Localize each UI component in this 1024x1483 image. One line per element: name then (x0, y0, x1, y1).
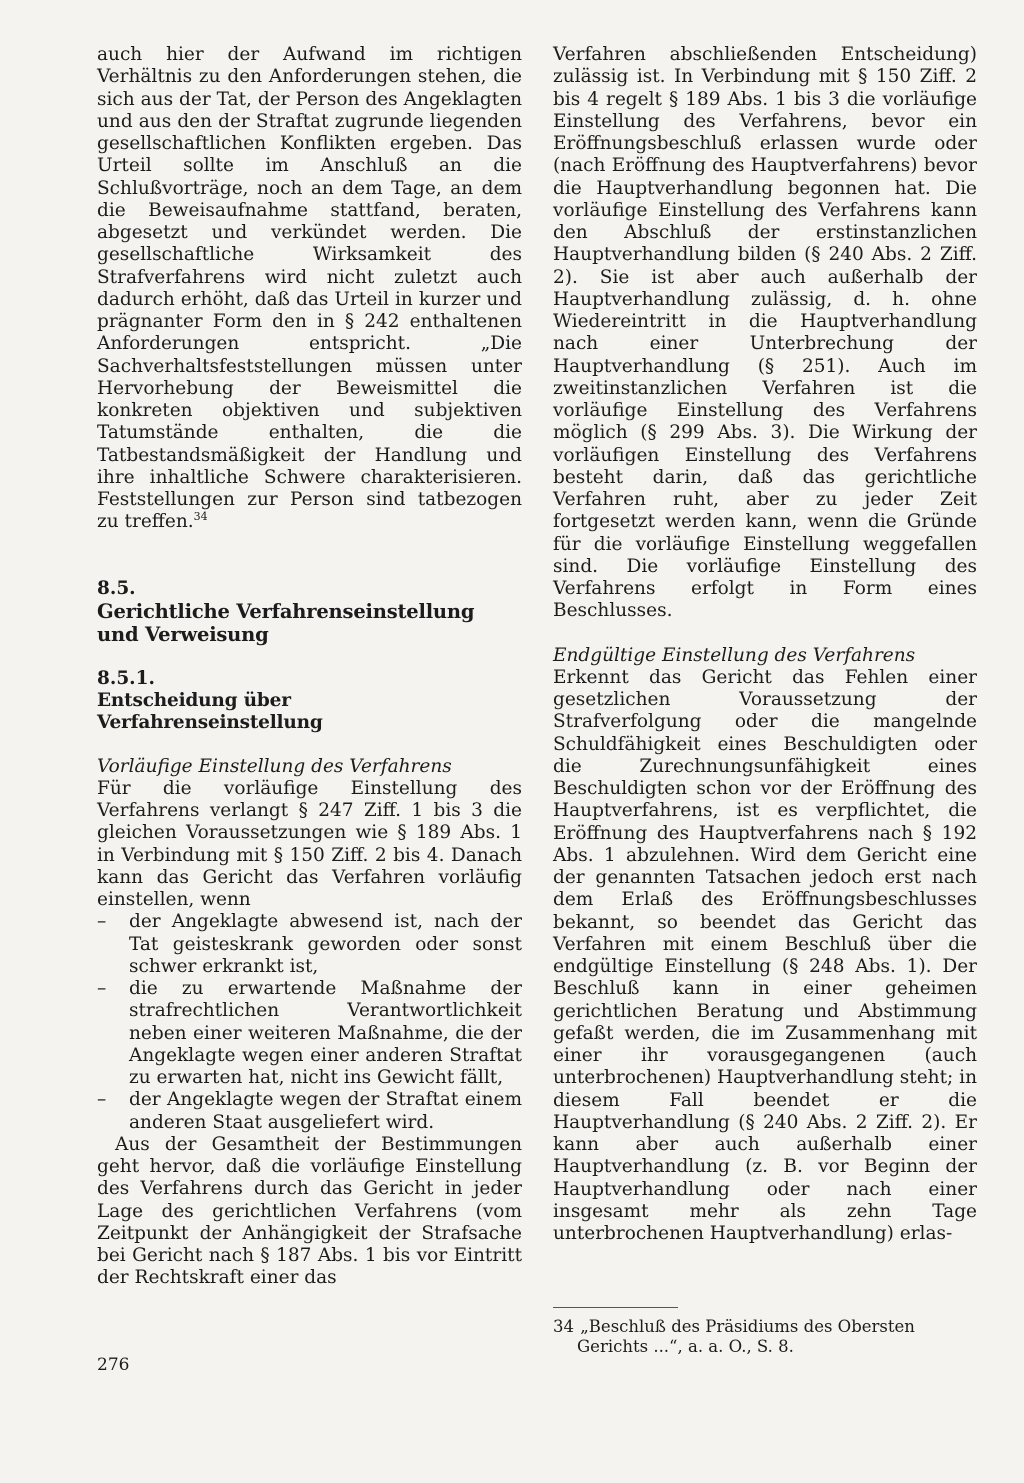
paragraph-provisional-requirements: Für die vorläufige Einstellung des Verfahrens verlangt § 247 Ziff. 1 bis 3 die gleichen Voraussetzungen wie § 189 Abs. 1 in Verbindung mit § 150 Ziff. 2 bis 4. Danach kann das Gericht das Verfahren vorläufig einstellen, wenn (97, 777, 522, 910)
italic-heading-provisional: Vorläufige Einstellung des Verfahrens (97, 755, 452, 777)
subsection-title: Entscheidung über Verfahrenseinstellung (97, 689, 323, 733)
paragraph-final-termination: Erkennt das Gericht das Fehlen einer gesetzlichen Voraussetzung der Strafverfolgung oder die mangelnde Schuldfähigkeit eines Beschuldigten oder die Zurechnungsunfähigkeit eines Beschuldigten schon vor der Eröffnung des Hauptverfahrens, ist es verpflichtet, die Eröffnung des Hauptverfahrens nach § 192 Abs. 1 abzulehnen. Wird dem Gericht eine der genannten Tatsachen jedoch erst nach dem Erlaß des Eröffnungsbeschlusses bekannt, so beendet das Gericht das Verfahren mit einem Beschluß über die endgültige Einstellung (§ 248 Abs. 1). Der Beschluß kann in einer geheimen gerichtlichen Beratung und Abstimmung gefaßt werden, die im Zusammenhang mit einer ihr vorausgegangenen (auch unterbrochenen) Hauptverhandlung steht; in diesem Fall beendet er die Hauptverhandlung (§ 240 Abs. 2 Ziff. 2). Er kann aber auch außerhalb einer Hauptverhandlung (z. B. vor Beginn der Hauptverhandlung oder nach einer insgesamt mehr als zehn Tage unterbrochenen Hauptverhandlung) erlas- (553, 666, 977, 1244)
list-item-text: der Angeklagte wegen der Straftat einem anderen Staat ausgeliefert wird. (129, 1089, 522, 1133)
intro-paragraph-text: auch hier der Aufwand im richtigen Verhältnis zu den Anforderungen stehen, die sich aus der Tat, der Person des Angeklagten und aus den der Straftat zugrunde liegenden gesellschaftlichen Konflikten ergeben. Das Urteil sollte im Anschluß an die Schlußvorträge, noch an dem Tage, an dem die Beweisaufnahme stattfand, beraten, abgesetzt und verkündet werden. Die gesellschaftliche Wirksamkeit des Strafverfahrens wird nicht zuletzt auch dadurch erhöht, daß das Urteil in kurzer und prägnanter Form den in § 242 enthaltenen Anforderungen entspricht. „Die Sachverhaltsfeststellungen müssen unter Hervorhebung der Beweismittel die konkreten objektiven und subjektiven Tatumstände enthalten, die die Tatbestandsmäßigkeit der Handlung und ihre inhaltliche Schwere charakterisieren. Feststellungen zur Person sind tatbezogen zu treffen. (97, 44, 522, 533)
footnote-number: 34 (553, 1317, 574, 1336)
list-item (97, 1089, 522, 1134)
footnote (553, 1317, 977, 1357)
paragraph-provisional-continued: Verfahren abschließenden Entscheidung) zulässig ist. In Verbindung mit § 150 Ziff. 2 bis 4 regelt § 189 Abs. 1 bis 3 die vorläufige Einstellung des Verfahrens, bevor ein Eröffnungsbeschluß erlassen wurde oder (nach Eröffnung des Hauptverfahrens) bevor die Hauptverhandlung begonnen hat. Die vorläufige Einstellung des Verfahrens kann den Abschluß der erstinstanzlichen Hauptverhandlung bilden (§ 240 Abs. 2 Ziff. 2). Sie ist aber auch außerhalb der Hauptverhandlung zulässig, d. h. ohne Wiedereintritt in die Hauptverhandlung nach einer Unterbrechung der Hauptverhandlung (§ 251). Auch im zweitinstanzlichen Verfahren ist die vorläufige Einstellung des Verfahrens möglich (§ 299 Abs. 3). Die Wirkung der vorläufigen Einstellung des Verfahrens besteht darin, daß das gerichtliche Verfahren ruht, aber zu jeder Zeit fortgesetzt werden kann, wenn die Gründe für die vorläufige Einstellung weggefallen sind. Die vorläufige Einstellung des Verfahrens erfolgt in Form eines Beschlusses. (553, 44, 977, 622)
list-item-text: der Angeklagte abwesend ist, nach der Tat geisteskrank geworden oder sonst schwer erkrankt ist, (129, 911, 522, 977)
footnote-line-1: „Beschluß des Präsidiums des Obersten (580, 1317, 915, 1336)
footnote-line-2: Gerichts ...“, a. a. O., S. 8. (577, 1337, 794, 1356)
section-title-line-2: und Verweisung (97, 622, 269, 646)
paragraph-entirety: Aus der Gesamtheit der Bestimmungen geht hervor, daß die vorläufige Einstellung des Verfahrens durch das Gericht in jeder Lage des gerichtlichen Verfahrens (vom Zeitpunkt der Anhängigkeit der Strafsache bei Gericht nach § 187 Abs. 1 bis vor Eintritt der Rechtskraft einer das (97, 1133, 522, 1289)
footnote-rule (553, 1307, 678, 1308)
list-item (97, 911, 522, 978)
list-item (97, 978, 522, 1089)
dash-bullet: – (97, 978, 107, 999)
footnote-reference: 34 (193, 510, 208, 524)
italic-heading-final: Endgültige Einstellung des Verfahrens (553, 644, 916, 666)
section-title-line-1: Gerichtliche Verfahrenseinstellung (97, 599, 475, 623)
condition-list (97, 911, 522, 1134)
right-column (553, 44, 977, 1245)
dash-bullet: – (97, 1089, 107, 1111)
subsection-number: 8.5.1. (97, 667, 155, 689)
dash-bullet: – (97, 911, 107, 933)
left-column (97, 44, 522, 1290)
page-number: 276 (97, 1355, 130, 1375)
section-number: 8.5. (97, 577, 136, 599)
list-item-text: die zu erwartende Maßnahme der strafrechtlichen Verantwortlichkeit neben einer weiteren Maßnahme, die der Angeklagte wegen einer anderen Straftat zu erwarten hat, nicht ins Gewicht fällt, (129, 978, 522, 1088)
intro-paragraph (97, 44, 522, 534)
